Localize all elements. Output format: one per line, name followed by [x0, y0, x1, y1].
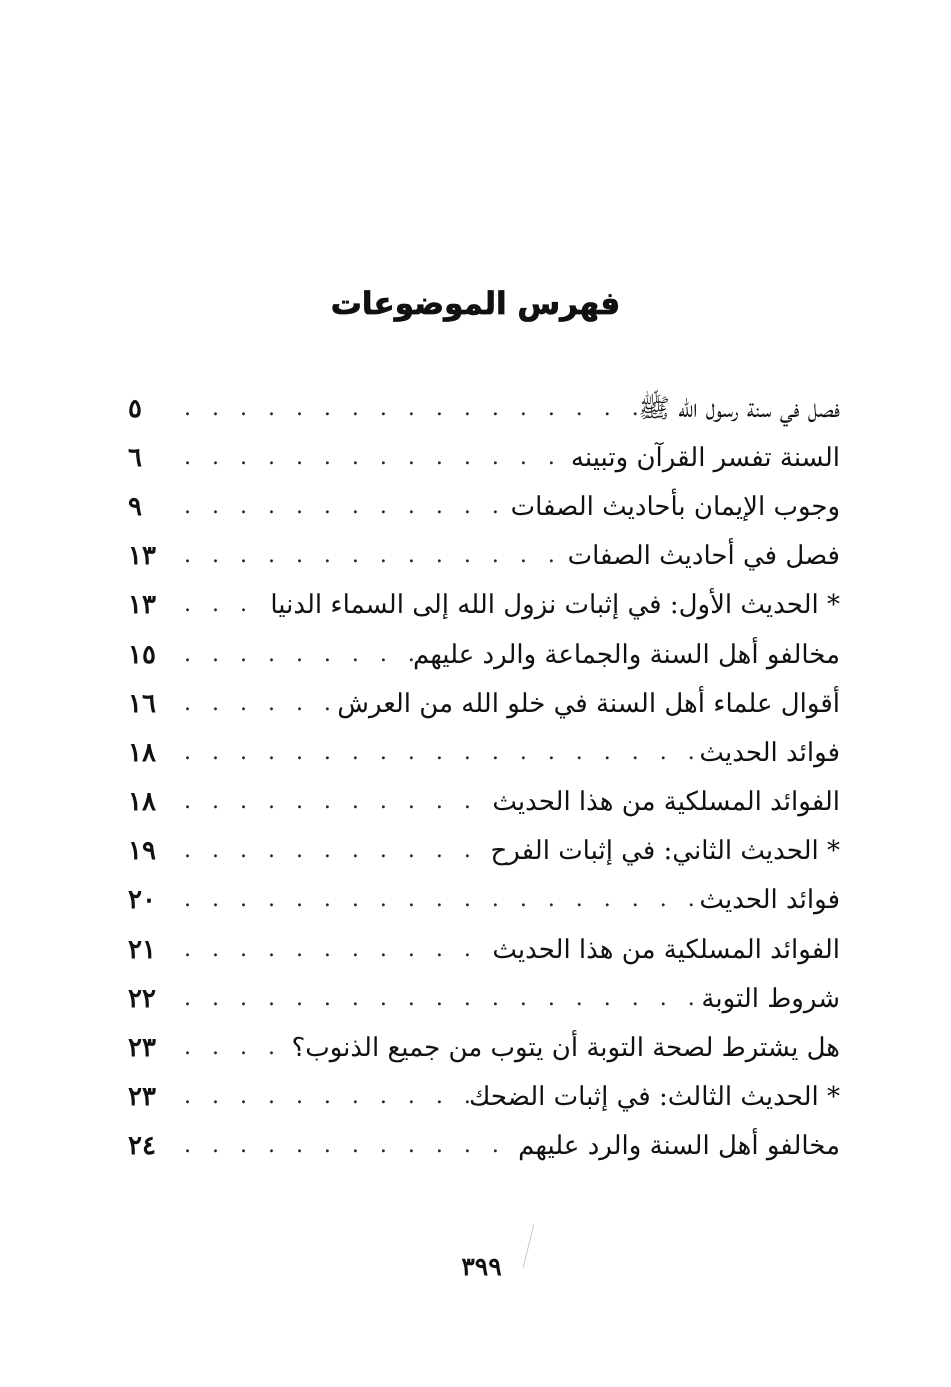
toc-entry-title: * الحديث الأول: في إثبات نزول الله إلى السماء الدنيا [270, 590, 840, 621]
toc-leader-dots [172, 1077, 469, 1117]
toc-entry-title: الفوائد المسلكية من هذا الحديث [492, 934, 840, 965]
toc-entry-title: * الحديث الثالث: في إثبات الضحك [469, 1082, 840, 1113]
toc-leader-dots [172, 930, 492, 970]
toc-entry-page: ٢٣ [128, 1082, 156, 1113]
toc-entry [128, 433, 840, 482]
toc-leader-dots [172, 635, 413, 675]
toc-entry-page: ١٥ [128, 639, 156, 670]
toc-leader-dots [172, 782, 492, 822]
toc-leader-dots [172, 585, 270, 625]
toc-entry [128, 1122, 840, 1171]
toc-entry-page: ١٣ [128, 590, 156, 621]
toc-leader-dots [172, 536, 568, 576]
toc-entry-page: ١٨ [128, 787, 156, 818]
table-of-contents [128, 384, 840, 1171]
toc-entry [128, 482, 840, 531]
toc-entry-page: ٢٢ [128, 983, 156, 1014]
toc-entry-title: مخالفو أهل السنة والرد عليهم [518, 1131, 840, 1162]
toc-leader-dots [172, 438, 571, 478]
toc-entry [128, 728, 840, 777]
toc-entry-title: فصل في سنة رسول الله ﷺ [638, 393, 840, 424]
toc-entry [128, 630, 840, 679]
toc-entry-title: مخالفو أهل السنة والجماعة والرد عليهم [413, 639, 840, 670]
toc-entry [128, 1073, 840, 1122]
page-number: ٣٩٩ [461, 1252, 502, 1281]
toc-leader-dots [172, 733, 699, 773]
toc-leader-dots [172, 880, 699, 920]
toc-entry-page: ٢٣ [128, 1033, 156, 1064]
toc-entry [128, 1023, 840, 1072]
toc-entry-page: ١٩ [128, 836, 156, 867]
toc-leader-dots [172, 979, 701, 1019]
toc-entry-title: فوائد الحديث [699, 737, 840, 768]
toc-entry-title: شروط التوبة [701, 983, 840, 1014]
toc-entry-title: * الحديث الثاني: في إثبات الفرح [490, 836, 840, 867]
toc-entry-title: فوائد الحديث [699, 885, 840, 916]
toc-entry-title: هل يشترط لصحة التوبة أن يتوب من جميع الذنوب؟ [291, 1033, 840, 1064]
toc-entry [128, 925, 840, 974]
toc-entry-page: ٩ [128, 491, 142, 522]
toc-leader-dots [172, 1126, 518, 1166]
toc-leader-dots [172, 1028, 291, 1068]
toc-entry-page: ١٦ [128, 688, 156, 719]
toc-entry-page: ١٣ [128, 541, 156, 572]
toc-entry [128, 778, 840, 827]
toc-leader-dots [172, 389, 638, 429]
toc-entry [128, 532, 840, 581]
toc-entry-title: السنة تفسر القرآن وتبينه [570, 442, 840, 473]
toc-entry [128, 581, 840, 630]
toc-entry-page: ٢٤ [128, 1131, 156, 1162]
toc-entry-page: ٢١ [128, 934, 156, 965]
toc-leader-dots [172, 831, 491, 871]
toc-entry-page: ٦ [128, 442, 142, 473]
toc-entry-title: وجوب الإيمان بأحاديث الصفات [510, 491, 840, 522]
toc-entry [128, 974, 840, 1023]
toc-leader-dots [172, 487, 511, 527]
toc-entry-page: ٢٠ [128, 885, 156, 916]
toc-entry [128, 384, 840, 433]
toc-leader-dots [172, 684, 337, 724]
toc-entry-title: فصل في أحاديث الصفات [567, 541, 840, 572]
toc-entry [128, 679, 840, 728]
page-title: فهرس الموضوعات [330, 286, 621, 322]
toc-entry-page: ٥ [128, 393, 142, 424]
toc-entry [128, 876, 840, 925]
toc-entry-page: ١٨ [128, 737, 156, 768]
toc-entry-title: الفوائد المسلكية من هذا الحديث [492, 787, 840, 818]
toc-entry [128, 827, 840, 876]
toc-entry-title: أقوال علماء أهل السنة في خلو الله من العرش [337, 688, 840, 719]
